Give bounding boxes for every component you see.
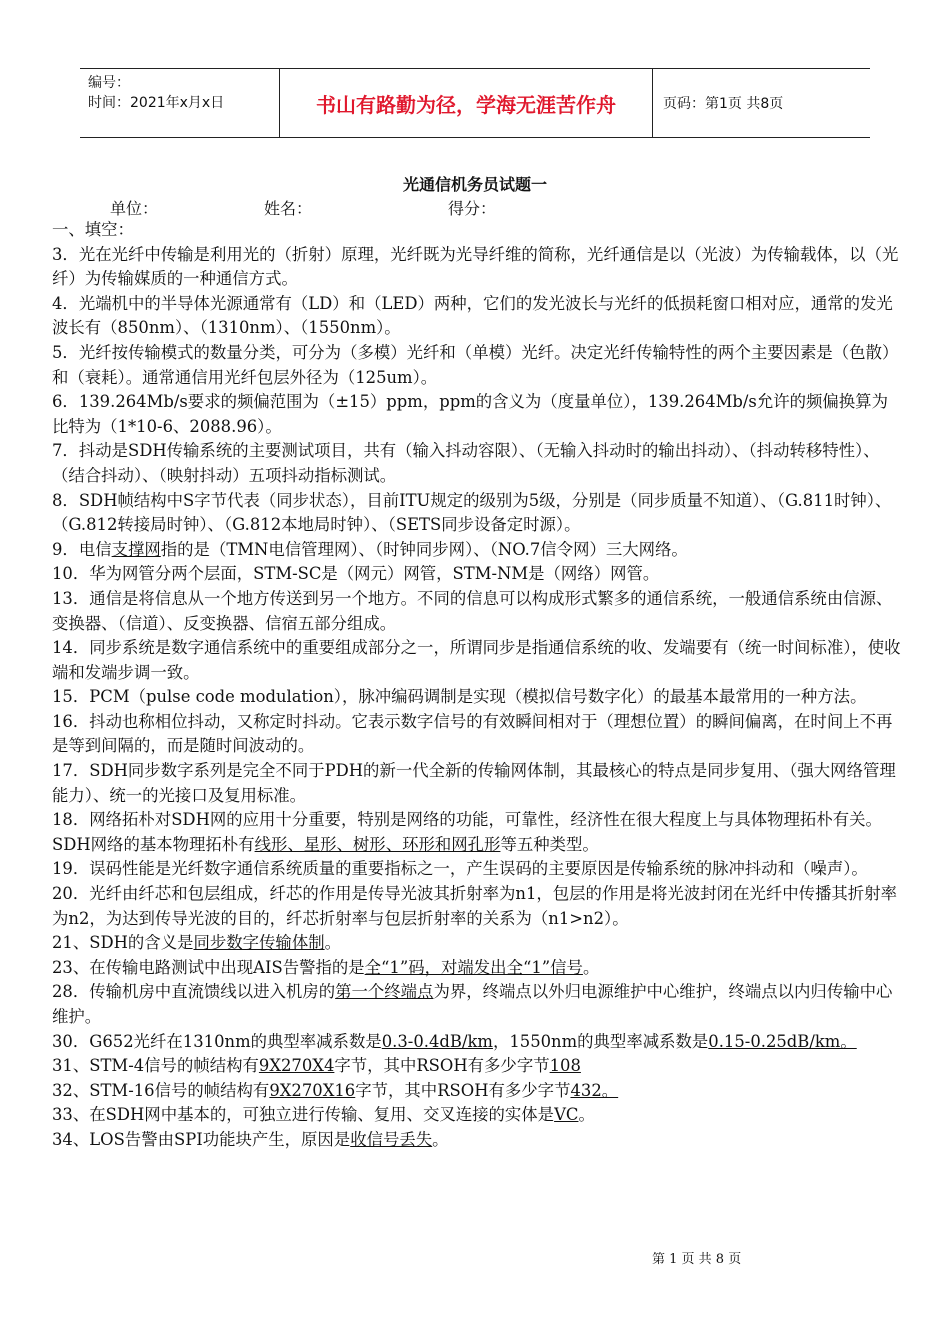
question-8: 8．SDH帧结构中S字节代表（同步状态），目前ITU规定的级别为5级，分别是（同步质量不知道）、（G.811时钟）、（G.812转接局时钟）、（G.812本地局时钟）、（SETS同步设备定时源）。	[52, 490, 892, 535]
q21-answer: 同步数字传输体制	[193, 933, 325, 953]
score-label: 得分：	[448, 199, 497, 218]
question-16: 16．抖动也称相位抖动，又称定时抖动。它表示数字信号的有效瞬间相对于（理想位置）的瞬间偏离，在时间上不再是等到间隔的，而是随时间波动的。	[52, 711, 893, 756]
q18-answer: 线形、星形、树形、环形和网孔形	[254, 834, 501, 854]
question-20: 20．光纤由纤芯和包层组成，纤芯的作用是传导光波其折射率为n1，包层的作用是将光波封闭在光纤中传播其折射率为n2，为达到传导光波的目的，纤芯折射率与包层折射率的关系为（n1>n2）。	[52, 884, 897, 928]
section-heading: 一、填空：	[52, 220, 134, 239]
name-label: 姓名：	[264, 199, 313, 218]
q33-text-b: 。	[578, 1105, 595, 1125]
question-3: 3．光在光纤中传输是利用光的（折射）原理，光纤既为光导纤维的简称，光纤通信是以（光波）为传输载体，以（光纤）为传输媒质的一种通信方式。	[52, 244, 899, 289]
q31-text-b: 字节，其中RSOH有多少字节	[334, 1056, 550, 1076]
page-footer: 第 1 页 共 8 页	[652, 1252, 742, 1267]
q32-answer-1: 9X270X16	[269, 1080, 356, 1100]
q31-text-a: 31、STM-4信号的帧结构有	[52, 1056, 259, 1076]
page-header	[80, 68, 870, 138]
q28-answer: 第一个终端点	[335, 982, 434, 1002]
q30-answer-1: 0.3-0.4dB/km	[381, 1031, 493, 1051]
q30-text-b: ，1550nm的典型率减系数是	[492, 1031, 709, 1051]
q21-text-a: 21、SDH的含义是	[52, 933, 194, 953]
question-5: 5．光纤按传输模式的数量分类，可分为（多模）光纤和（单模）光纤。决定光纤传输特性的两个主要因素是（色散）和（衰耗）。通常通信用光纤包层外径为（125um）。	[52, 342, 899, 387]
q28-text-b: 为界，终端点以外归电源维护中心维护，终端点以内归传输中心维护。	[52, 982, 893, 1026]
question-21	[52, 931, 904, 956]
q34-text-b: 。	[432, 1129, 449, 1149]
q9-text-b: 指的是（TMN电信管理网）、（时钟同步网）、（NO.7信令网）三大网络。	[160, 539, 688, 559]
question-15: 15．PCM（pulse code modulation），脉冲编码调制是实现（模拟信号数字化）的最基本最常用的一种方法。	[52, 687, 867, 707]
question-30	[52, 1030, 904, 1055]
question-9	[52, 538, 904, 563]
q30-answer-2: 0.15-0.25dB/km。	[708, 1031, 857, 1051]
q23-text-a: 23、在传输电路测试中出现AIS告警指的是	[52, 957, 365, 977]
question-28	[52, 980, 904, 1029]
question-33	[52, 1103, 904, 1128]
q31-answer-2: 108	[549, 1056, 581, 1076]
question-18	[52, 808, 904, 857]
q23-text-b: 。	[582, 957, 600, 977]
header-info-cell	[80, 69, 280, 137]
question-10: 10．华为网管分两个层面，STM-SC是（网元）网管，STM-NM是（网络）网管。	[52, 564, 660, 584]
q33-answer: VC	[554, 1105, 579, 1125]
q32-text-a: 32、STM-16信号的帧结构有	[52, 1080, 270, 1100]
q31-answer-1: 9X270X4	[258, 1056, 335, 1076]
question-19: 19．误码性能是光纤数字通信系统质量的重要指标之一，产生误码的主要原因是传输系统的脉冲抖动和（噪声）。	[52, 859, 868, 879]
q23-answer: 全“1”码，对端发出全“1”信号	[364, 957, 583, 977]
time-label: 时间：2021年x月x日	[88, 95, 225, 111]
q18-text-b: 等五种类型。	[500, 834, 599, 854]
question-23	[52, 956, 904, 981]
question-7: 7．抖动是SDH传输系统的主要测试项目，共有（输入抖动容限）、（无输入抖动时的输出抖动）、（抖动转移特性）、（结合抖动）、（映射抖动）五项抖动指标测试。	[52, 441, 880, 485]
number-label: 编号：	[88, 75, 130, 91]
header-motto: 书山有路勤为径，学海无涯苦作舟	[280, 69, 653, 137]
question-17: 17．SDH同步数字系列是完全不同于PDH的新一代全新的传输网体制，其最核心的特点是同步复用、（强大网络管理能力）、统一的光接口及复用标准。	[52, 761, 896, 805]
q34-text-a: 34、LOS告警由SPI功能块产生，原因是	[52, 1129, 351, 1149]
question-34	[52, 1128, 904, 1153]
q33-text-a: 33、在SDH网中基本的，可独立进行传输、复用、交叉连接的实体是	[52, 1105, 555, 1125]
document-title: 光通信机务员试题一	[402, 175, 547, 194]
header-page-label: 页码：第1页 共8页	[663, 96, 784, 112]
question-4: 4．光端机中的半导体光源通常有（LD）和（LED）两种，它们的发光波长与光纤的低损耗窗口相对应，通常的发光波长有（850nm）、（1310nm）、（1550nm）。	[52, 293, 893, 338]
exam-meta	[110, 196, 496, 219]
question-32	[52, 1079, 904, 1104]
question-13: 13．通信是将信息从一个地方传送到另一个地方。不同的信息可以构成形式繁多的通信系统，一般通信系统由信源、变换器、（信道）、反变换器、信宿五部分组成。	[52, 588, 893, 633]
unit-label: 单位：	[110, 199, 159, 218]
q18-text-a: 18．网络拓朴对SDH网的应用十分重要，特别是网络的功能，可靠性，经济性在很大程度上与具体物理拓朴有关。SDH网络的基本物理拓朴有	[52, 810, 882, 854]
q28-text-a: 28．传输机房中直流馈线以进入机房的	[52, 982, 336, 1002]
q32-answer-2: 432。	[570, 1080, 619, 1100]
q21-text-b: 。	[324, 933, 341, 953]
question-31	[52, 1054, 904, 1079]
question-14: 14．同步系统是数字通信系统中的重要组成部分之一，所谓同步是指通信系统的收、发端要有（统一时间标准），使收端和发端步调一致。	[52, 638, 901, 682]
q30-text-a: 30．G652光纤在1310nm的典型率减系数是	[52, 1031, 382, 1051]
q9-answer: 支撑网	[111, 539, 161, 559]
question-body	[52, 218, 904, 1153]
q32-text-b: 字节，其中RSOH有多少字节	[355, 1080, 571, 1100]
q9-text-a: 9．电信	[52, 539, 112, 559]
q34-answer: 收信号丢失	[350, 1129, 433, 1149]
question-6: 6．139.264Mb/s要求的频偏范围为（±15）ppm，ppm的含义为（度量单位），139.264Mb/s允许的频偏换算为比特为（1*10-6、2088.96）。	[52, 392, 888, 436]
